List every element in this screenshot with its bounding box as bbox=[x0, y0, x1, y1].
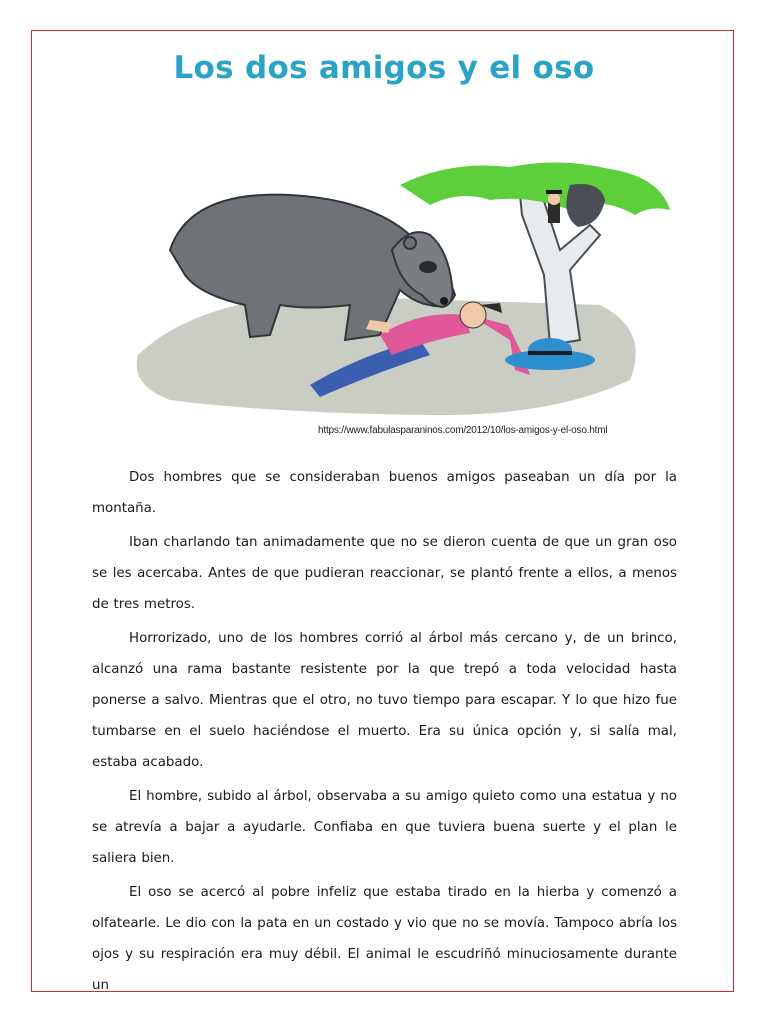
paragraph: El oso se acercó al pobre infeliz que estaba tirado en la hierba y comenzó a olfatearle. Le dio con la pata en un costado y vio que no se movía. Tampoco abría los ojos y su respiración era muy débil. El animal le escudriñó minuciosamente durante un bbox=[92, 885, 677, 993]
story-illustration bbox=[130, 155, 675, 420]
story-body bbox=[92, 462, 677, 1004]
paragraph: Dos hombres que se consideraban buenos amigos paseaban un día por la montaña. bbox=[92, 470, 677, 516]
tree-branch bbox=[566, 184, 605, 227]
paragraph: Iban charlando tan animadamente que no se dieron cuenta de que un gran oso se les acercaba. Antes de que pudieran reaccionar, se plantó frente a ellos, a menos de tres metros. bbox=[92, 535, 677, 612]
paragraph: El hombre, subido al árbol, observaba a su amigo quieto como una estatua y no se atrevía a bajar a ayudarle. Confiaba en que tuviera buena suerte y el plan le saliera bien. bbox=[92, 789, 677, 866]
paragraph: Horrorizado, uno de los hombres corrió al árbol más cercano y, de un brinco, alcanzó una rama bastante resistente por la que trepó a toda velocidad hasta ponerse a salvo. Mientras que el otro, no tuvo tiempo para escapar. Y lo que hizo fue tumbarse en el suelo haciéndose el muerto. Era su única opción y, si salía mal, estaba acabado. bbox=[92, 631, 677, 770]
page-title: Los dos amigos y el oso bbox=[173, 50, 595, 86]
source-url[interactable]: https://www.fabulasparaninos.com/2012/10/los-amigos-y-el-oso.html bbox=[318, 425, 608, 436]
